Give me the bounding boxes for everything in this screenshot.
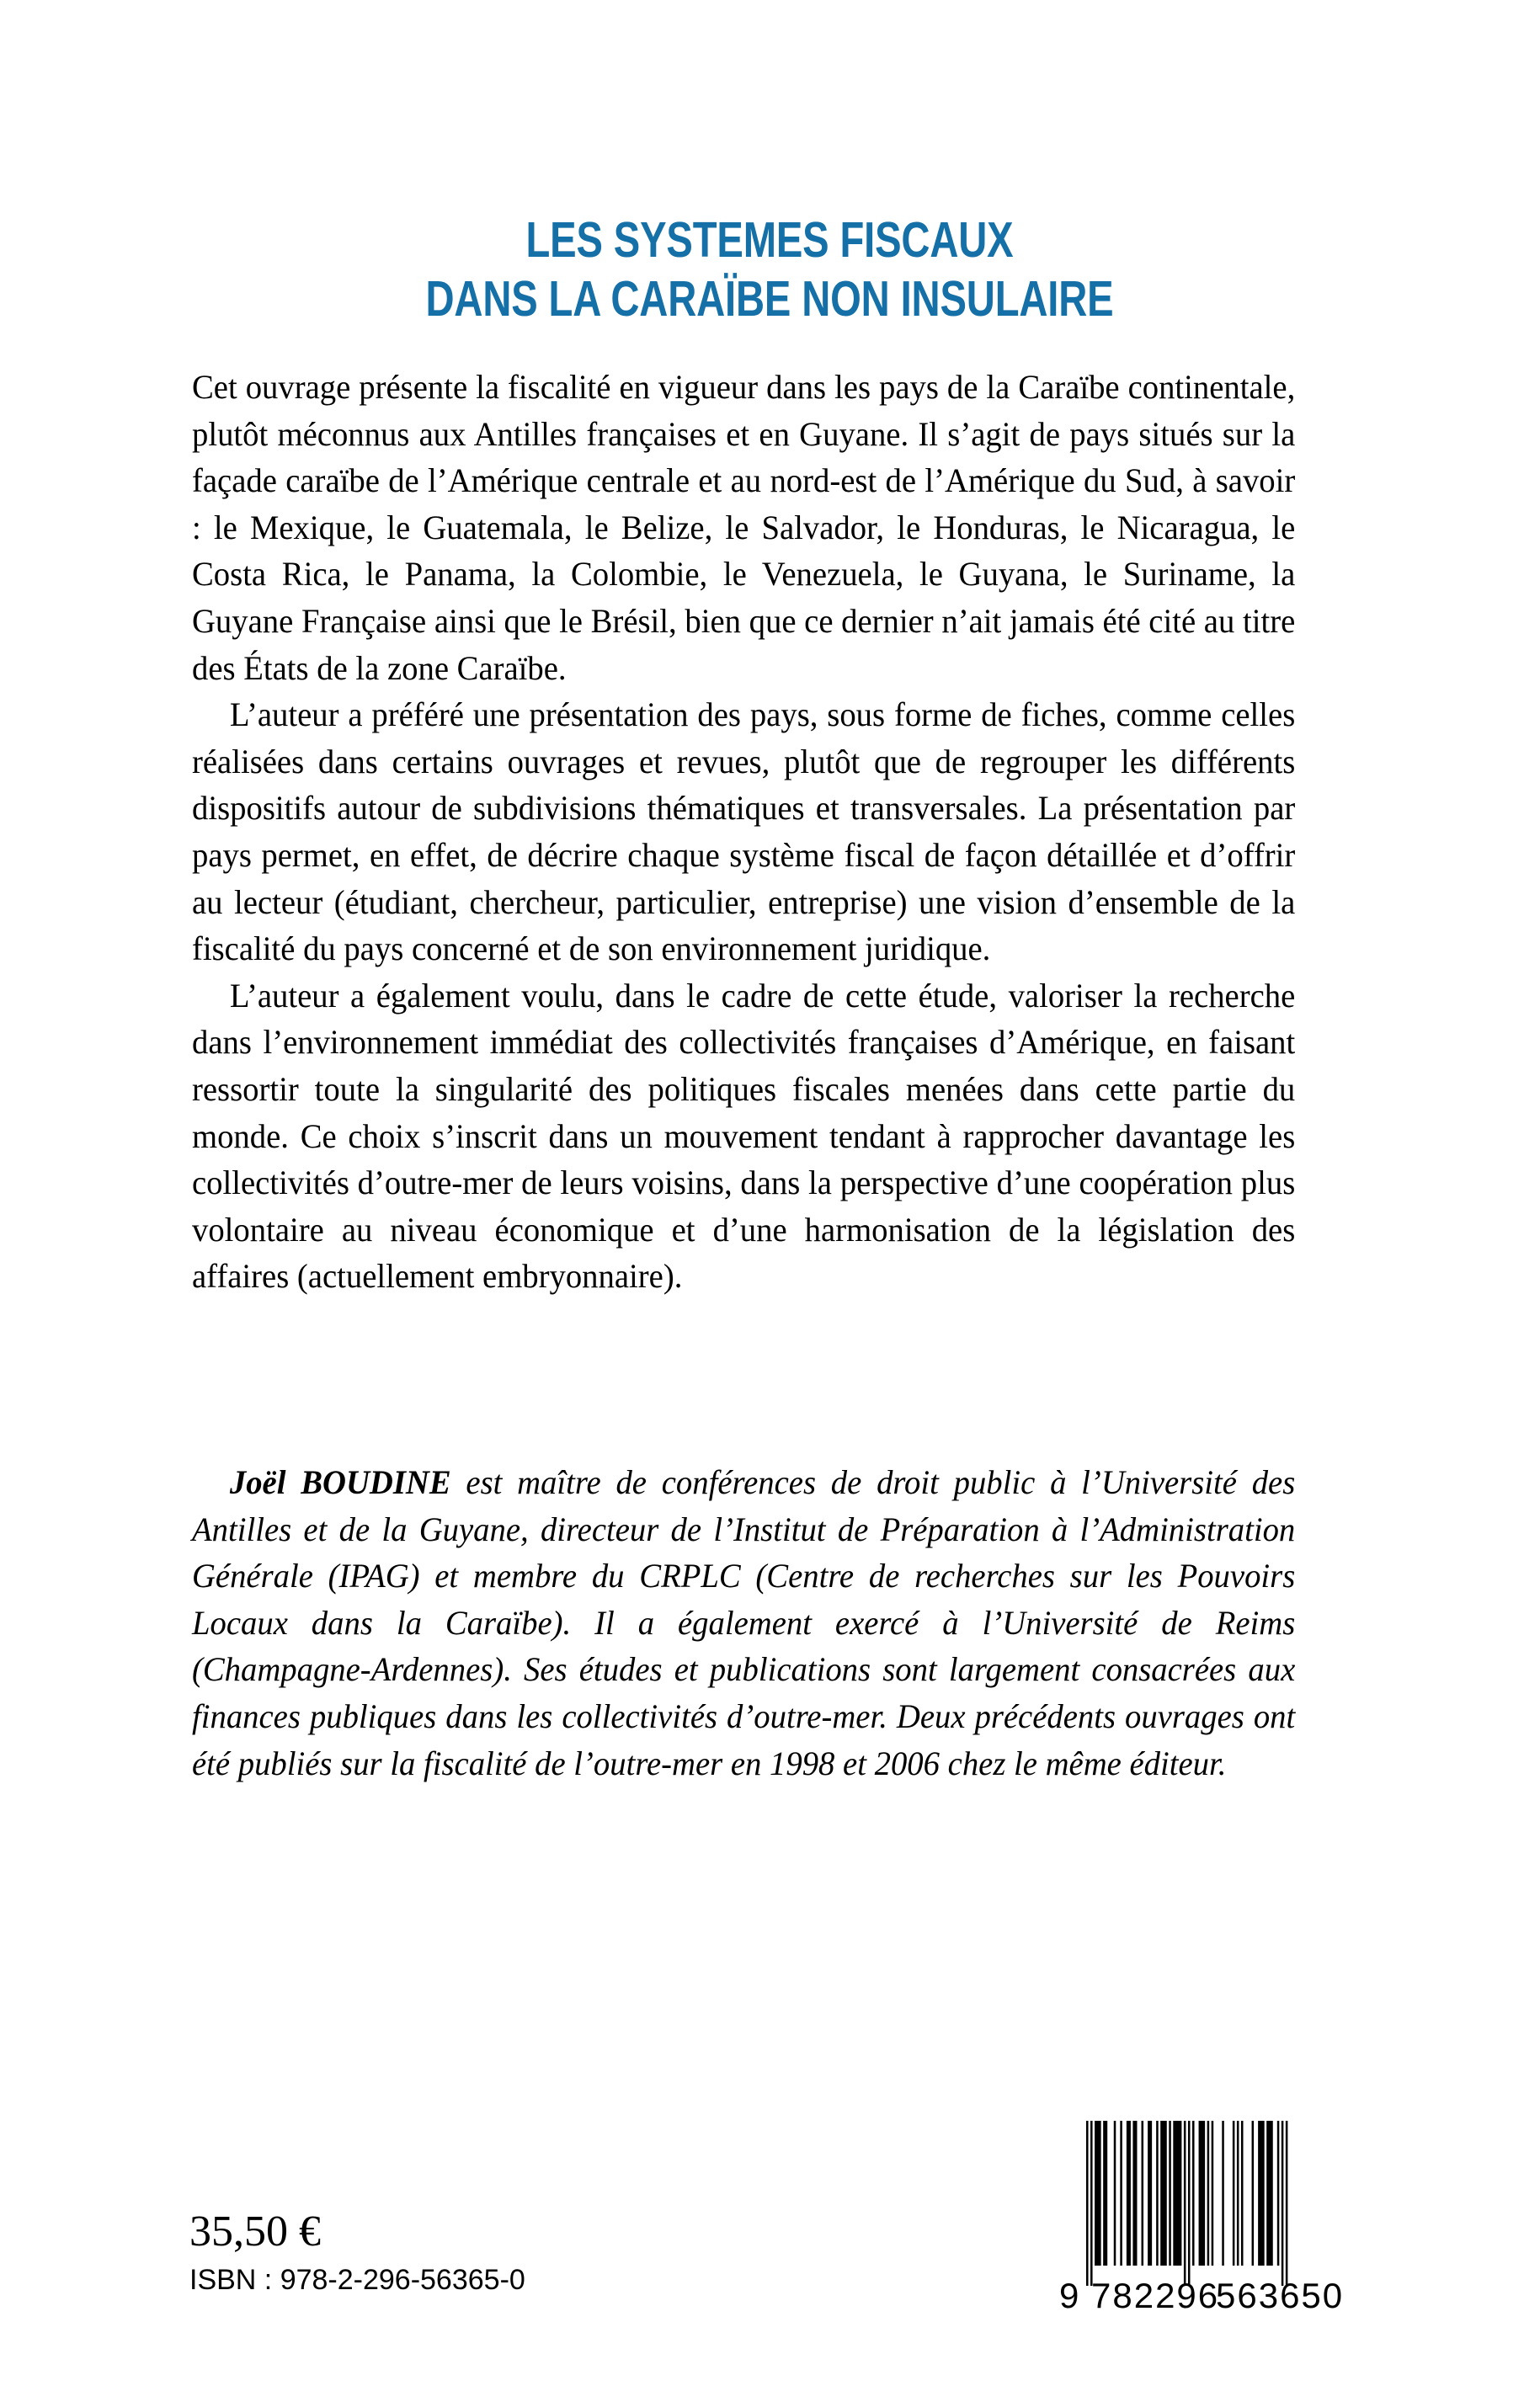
author-bio-paragraph (192, 1459, 1295, 1787)
blurb-paragraph-2: L’auteur a préféré une présentation des pays, sous forme de fiches, comme celles réalisées dans certains ouvrages et revues, plutôt que de regrouper les différents dispositifs autour de subdivisions thématiques et transversales. La présentation par pays permet, en effet, de décrire chaque système fiscal de façon détaillée et d’offrir au lecteur (étudiant, chercheur, particulier, entreprise) une vision d’ensemble de la fiscalité du pays concerné et de son environnement juridique. (192, 695, 1296, 968)
barcode-digit-group-right: 563650 (1216, 2276, 1345, 2311)
blurb-paragraph-1: Cet ouvrage présente la fiscalité en vigueur dans les pays de la Caraïbe continentale, plutôt méconnus aux Antilles françaises et en Guyane. Il s’agit de pays situés sur la façade caraïbe de l’Amérique centrale et au nord-est de l’Amérique du Sud, à savoir : le Mexique, le Guatemala, le Belize, le Salvador, le Honduras, le Nicaragua, le Costa Rica, le Panama, la Colombie, le Venezuela, le Guyana, le Suriname, la Guyane Française ainsi que le Brésil, bien que ce dernier n’ait jamais été cité au titre des États de la zone Caraïbe. (192, 368, 1296, 687)
barcode-digit-lead: 9 (1059, 2276, 1079, 2311)
blurb-paragraph-3: L’auteur a également voulu, dans le cadre de cette étude, valoriser la recherche dans l’environnement immédiat des collectivités françaises d’Amérique, en faisant ressortir toute la singularité des politiques fiscales menées dans cette partie du monde. Ce choix s’inscrit dans un mouvement tendant à rapprocher davantage les collectivités d’outre-mer de leurs voisins, dans la perspective d’une coopération plus volontaire au niveau économique et d’une harmonisation de la législation des affaires (actuellement embryonnaire). (192, 976, 1296, 1296)
page-title (192, 210, 1347, 328)
isbn-label: ISBN : 978-2-296-56365-0 (189, 2264, 525, 2296)
title-line-1: LES SYSTEMES FISCAUX (525, 212, 1014, 268)
blurb-text (192, 364, 1347, 1300)
barcode-digit-group-left: 782296 (1091, 2276, 1220, 2311)
barcode (1054, 2116, 1357, 2311)
author-bio-text: est maître de conférences de droit public à l’Université des Antilles et de la Guyane, directeur de l’Institut de Préparation à l’Administration Générale (IPAG) et membre du CRPLC (Centre de recherches sur les Pouvoirs Locaux dans la Caraïbe). Il a également exercé à l’Université de Reims (Champagne-Ardennes). Ses études et publications sont largement consacrées aux finances publiques dans les collectivités d’outre-mer. Deux précédents ouvrages ont été publiés sur la fiscalité de l’outre-mer en 1998 et 2006 chez le même éditeur. (192, 1463, 1296, 1782)
price-isbn-block (189, 2208, 525, 2298)
title-line-2: DANS LA CARAÏBE NON INSULAIRE (425, 271, 1114, 327)
barcode-ean13-graphic (1054, 2116, 1357, 2311)
author-biography (192, 1459, 1347, 1787)
author-name: Joël BOUDINE (229, 1463, 451, 1501)
price-label: 35,50 € (189, 2208, 321, 2256)
